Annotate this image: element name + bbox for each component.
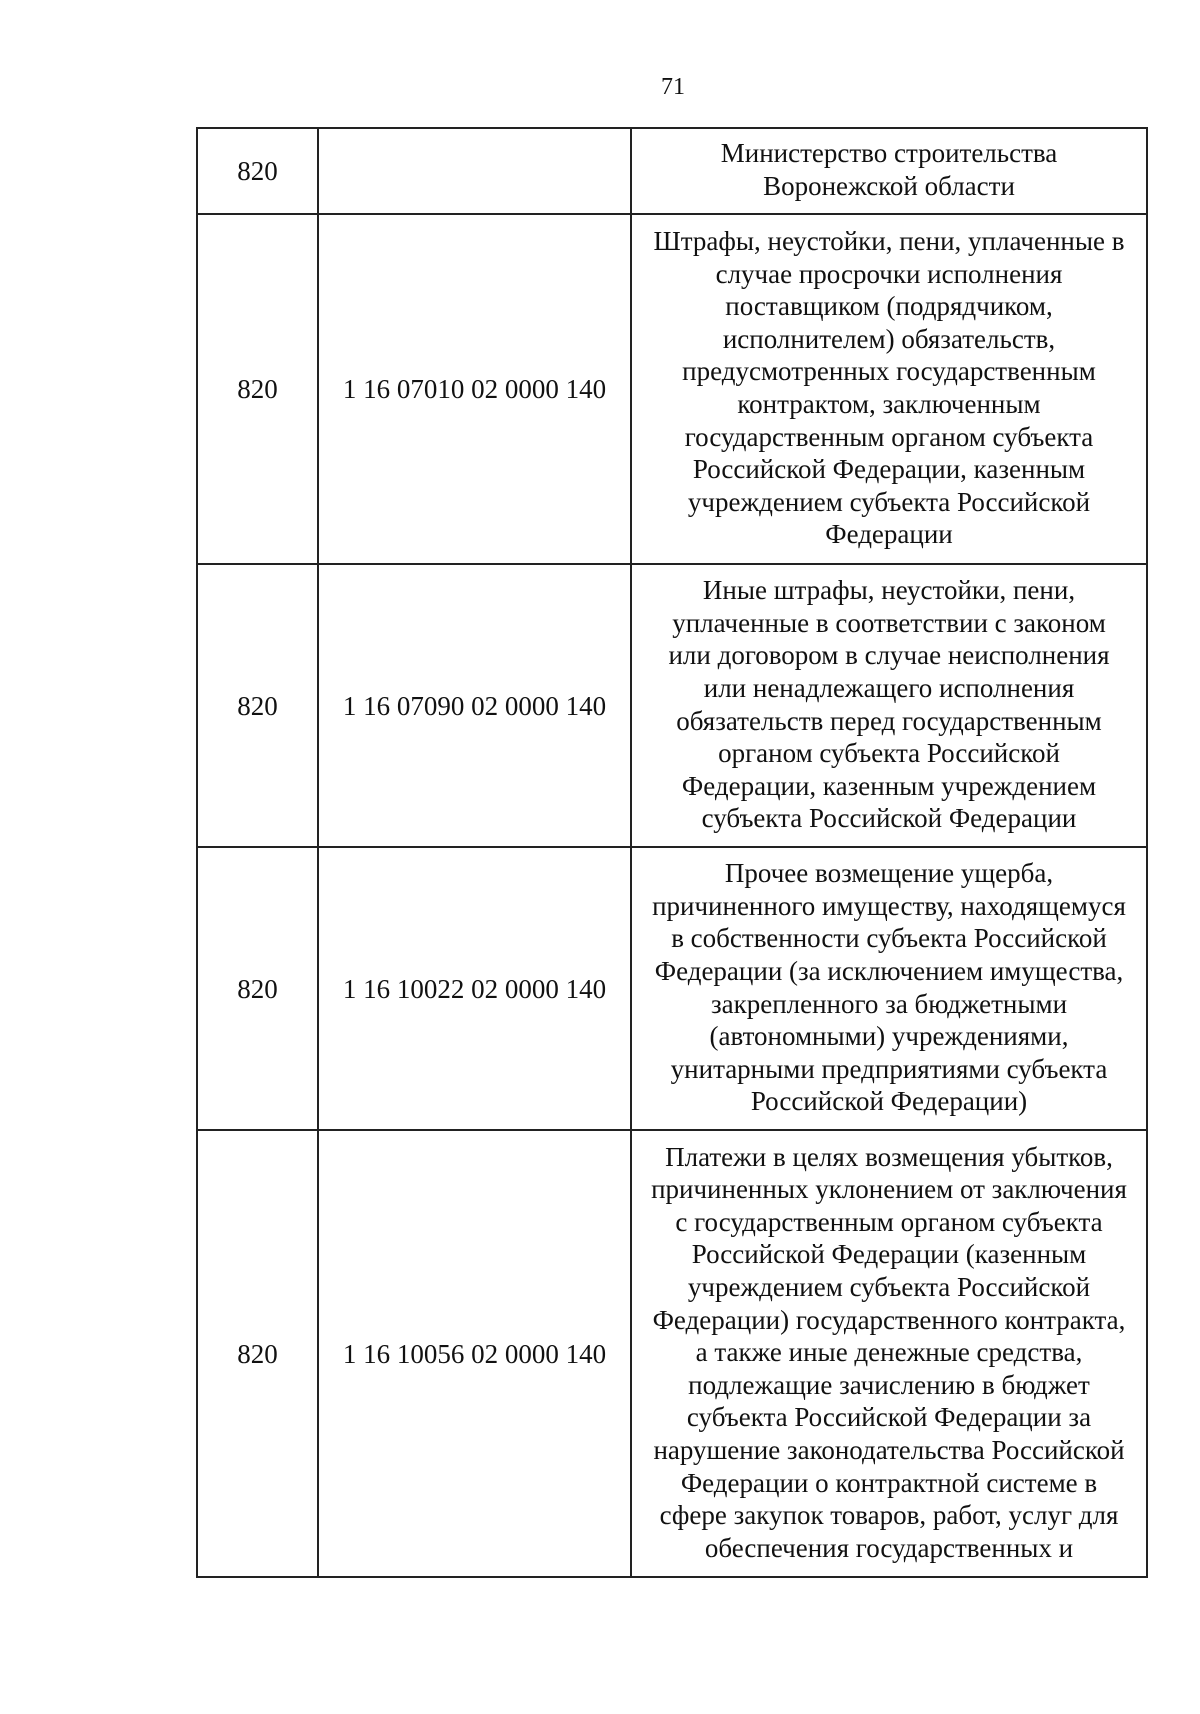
table-row xyxy=(197,847,1147,1130)
admin-code-cell: 820 xyxy=(197,128,318,214)
name-line: или договором в случае неисполнения xyxy=(668,640,1110,671)
name-line: Федерации о контрактной системе в xyxy=(680,1467,1098,1498)
name-line: закрепленного за бюджетными xyxy=(710,988,1068,1019)
name-line: сфере закупок товаров, работ, услуг для xyxy=(659,1500,1119,1531)
name-line: Иные штрафы, неустойки, пени, xyxy=(702,575,1076,606)
name-line: случае просрочки исполнения xyxy=(715,258,1063,289)
income-name-cell xyxy=(631,1130,1147,1577)
name-line: Прочее возмещение ущерба, xyxy=(724,858,1054,889)
income-code-cell: 1 16 10056 02 0000 140 xyxy=(318,1130,631,1577)
name-line: обеспечения государственных и xyxy=(704,1532,1074,1563)
income-name-cell xyxy=(631,847,1147,1130)
name-line: (автономными) учреждениями, xyxy=(709,1021,1069,1052)
name-line: уплаченные в соответствии с законом xyxy=(672,607,1106,638)
name-line: государственным органом субъекта xyxy=(684,421,1094,452)
name-line: унитарными предприятиями субъекта xyxy=(670,1053,1108,1084)
name-line: органом субъекта Российской xyxy=(718,738,1060,769)
name-line: Штрафы, неустойки, пени, уплаченные в xyxy=(653,226,1125,257)
income-code-cell: 1 16 07010 02 0000 140 xyxy=(318,214,631,564)
name-line: причиненного имуществу, находящемуся xyxy=(652,890,1126,921)
name-line: обязательств перед государственным xyxy=(676,705,1102,736)
income-codes-table xyxy=(196,127,1148,1578)
name-line: учреждением субъекта Российской xyxy=(687,486,1091,517)
income-code-cell xyxy=(318,128,631,214)
admin-code-cell: 820 xyxy=(197,847,318,1130)
name-line: Воронежской области xyxy=(763,171,1015,201)
name-line: нарушение законодательства Российской xyxy=(653,1434,1125,1465)
table-row xyxy=(197,1130,1147,1577)
admin-code-cell: 820 xyxy=(197,564,318,847)
name-line: контрактом, заключенным xyxy=(737,389,1041,419)
name-line: причиненных уклонением от заключения xyxy=(651,1174,1127,1205)
name-line: или ненадлежащего исполнения xyxy=(703,672,1075,703)
name-line: Федерации) государственного контракта, xyxy=(652,1304,1126,1335)
name-line: поставщиком (подрядчиком, xyxy=(725,291,1053,322)
name-line: а также иные денежные средства, xyxy=(695,1337,1083,1368)
admin-code-cell: 820 xyxy=(197,214,318,564)
name-line: субъекта Российской Федерации xyxy=(701,803,1077,834)
income-name-cell xyxy=(631,564,1147,847)
page-number: 71 xyxy=(661,74,685,100)
name-line: Российской Федерации) xyxy=(750,1086,1028,1117)
name-line: подлежащие зачислению в бюджет xyxy=(688,1369,1090,1400)
table-row xyxy=(197,128,1147,214)
name-line: в собственности субъекта Российской xyxy=(671,923,1107,954)
name-line: Российской Федерации (казенным xyxy=(691,1239,1087,1270)
name-line: Министерство строительства xyxy=(720,138,1058,169)
name-line: исполнителем) обязательств, xyxy=(722,323,1056,354)
income-name-cell xyxy=(631,128,1147,214)
income-code-cell: 1 16 07090 02 0000 140 xyxy=(318,564,631,847)
admin-code-cell: 820 xyxy=(197,1130,318,1577)
income-code-cell: 1 16 10022 02 0000 140 xyxy=(318,847,631,1130)
name-line: Федерации (за исключением имущества, xyxy=(654,955,1124,986)
name-line: Платежи в целях возмещения убытков, xyxy=(665,1141,1113,1172)
table-row xyxy=(197,564,1147,847)
name-line: Российской Федерации, казенным xyxy=(692,454,1086,485)
name-line: субъекта Российской Федерации за xyxy=(686,1402,1092,1433)
name-line: с государственным органом субъекта xyxy=(675,1206,1103,1237)
name-line: предусмотренных государственным xyxy=(682,356,1096,387)
name-line: Федерации xyxy=(825,519,953,550)
name-line: учреждением субъекта Российской xyxy=(687,1272,1091,1303)
income-name-cell xyxy=(631,214,1147,564)
name-line: Федерации, казенным учреждением xyxy=(681,770,1097,801)
table-row xyxy=(197,214,1147,564)
